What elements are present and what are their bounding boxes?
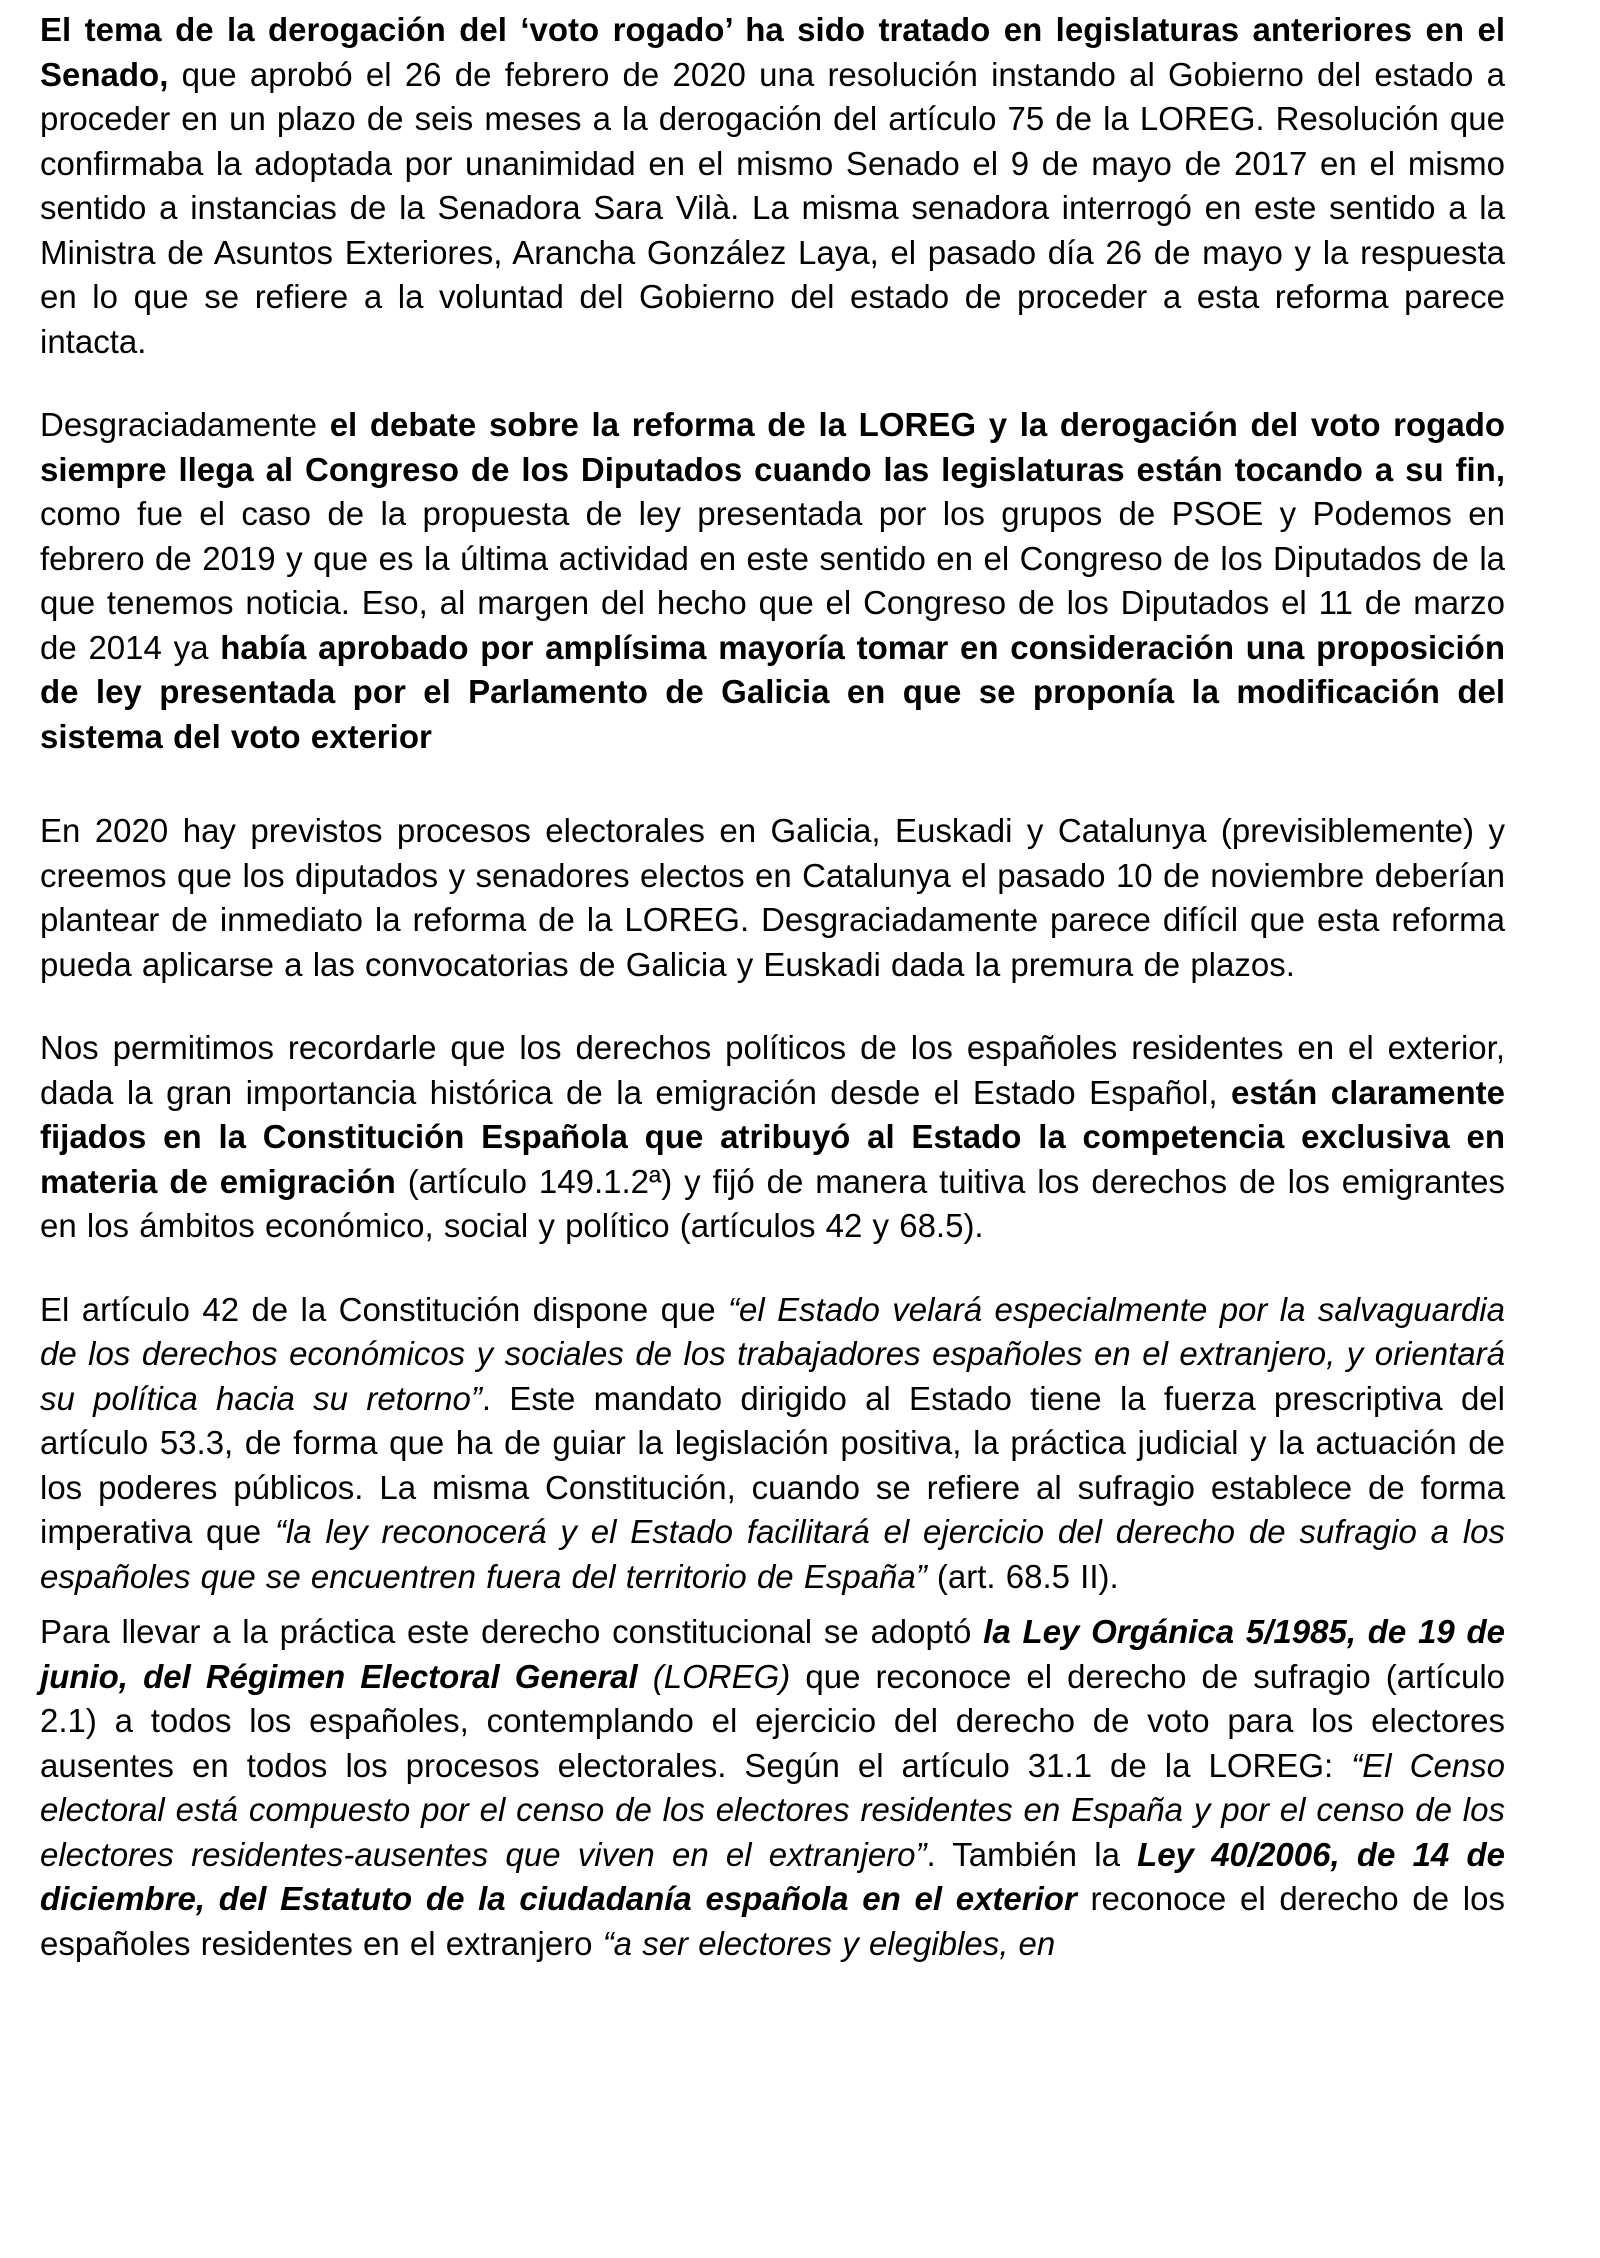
paragraph-3 bbox=[40, 809, 1505, 987]
text-run-normal: El artículo 42 de la Constitución dispone que bbox=[40, 1290, 729, 1328]
text-run-italic: “el Estado velará especialmente por la salvaguardia de los derechos económicos y sociales de los trabajadores españoles en el extranjero, y orientará su política hacia su retorno” bbox=[40, 1290, 1505, 1417]
paragraph-1 bbox=[40, 8, 1505, 364]
text-run-normal: Desgraciadamente bbox=[40, 406, 330, 443]
text-run-normal: Nos permitimos recordarle que los derechos políticos de los españoles residentes en el exterior, dada la gran importancia histórica de la emigración desde el Estado Español, bbox=[40, 1029, 1505, 1111]
paragraph-2 bbox=[40, 403, 1505, 759]
paragraph-4 bbox=[40, 1026, 1505, 1249]
text-run-normal: (artículo 149.1.2ª) y fijó de manera tuitiva los derechos de los emigrantes en los ámbitos económico, social y político (artículos 42 y 68.5). bbox=[40, 1162, 1506, 1244]
text-run-bold-italic: Ley 40/2006, de 14 de diciembre, del Estatuto de la ciudadanía española en el exterior bbox=[40, 1835, 1506, 1917]
text-run-bold: El tema de la derogación del ‘voto rogado’ ha sido tratado en legislaturas anteriores en el Senado, bbox=[40, 11, 1505, 93]
text-run-normal: que aprobó el 26 de febrero de 2020 una resolución instando al Gobierno del estado a proceder en un plazo de seis meses a la derogación del artículo 75 de la LOREG. Resolución que confirmaba la adoptada por unanimidad en el mismo Senado el 9 de mayo de 2017 en el mismo sentido a instancias de la Senadora Sara Vilà. La misma senadora interrogó en este sentido a la Ministra de Asuntos Exteriores, Arancha González Laya, el pasado día 26 de mayo y la respuesta en lo que se refiere a la voluntad del Gobierno del estado de proceder a esta reforma parece intacta. bbox=[40, 55, 1505, 360]
text-run-italic: (LOREG) bbox=[652, 1657, 791, 1695]
text-run-normal: (art. 68.5 II). bbox=[926, 1557, 1119, 1595]
text-run-normal: En 2020 hay previstos procesos electorales en Galicia, Euskadi y Catalunya (previsiblemente) y creemos que los diputados y senadores electos en Catalunya el pasado 10 de noviembre deberían plantear de inmediato la reforma de la LOREG. Desgraciadamente parece difícil que esta reforma pueda aplicarse a las convocatorias de Galicia y Euskadi dada la premura de plazos. bbox=[40, 812, 1505, 983]
text-run-normal: reconoce el derecho de los españoles residentes en el extranjero bbox=[40, 1880, 1505, 1962]
text-run-bold: había aprobado por amplísima mayoría tomar en consideración una proposición de ley presentada por el Parlamento de Galicia en que se proponía la modificación del sistema del voto exterior bbox=[40, 628, 1505, 755]
text-run-normal: . También la bbox=[926, 1835, 1138, 1873]
text-run-italic: “la ley reconocerá y el Estado facilitará el ejercicio del derecho de sufragio a los españoles que se encuentren fuera del territorio de España” bbox=[40, 1513, 1506, 1595]
text-run-bold-italic: la Ley Orgánica 5/1985, de 19 de junio, del Régimen Electoral General bbox=[40, 1613, 1506, 1695]
text-run-normal: . Este mandato dirigido al Estado tiene la fuerza prescriptiva del artículo 53.3, de forma que ha de guiar la legislación positiva, la práctica judicial y la actuación de los poderes públicos. La misma Constitución, cuando se refiere al sufragio establece de forma imperativa que bbox=[40, 1379, 1505, 1550]
text-run-bold: están claramente fijados en la Constitución Española que atribuyó al Estado la competencia exclusiva en materia de emigración bbox=[40, 1073, 1505, 1200]
text-run-normal: que reconoce el derecho de sufragio (artículo 2.1) a todos los españoles, contemplando el ejercicio del derecho de voto para los electores ausentes en todos los procesos electorales. Según el artículo 31.1 de la LOREG: bbox=[40, 1657, 1506, 1784]
text-run-bold: el debate sobre la reforma de la LOREG y la derogación del voto rogado siempre llega al Congreso de los Diputados cuando las legislaturas están tocando a su fin, bbox=[40, 406, 1506, 488]
paragraph-5 bbox=[40, 1288, 1505, 1600]
text-run-normal: Para llevar a la práctica este derecho constitucional se adoptó bbox=[40, 1613, 984, 1650]
text-run-italic: “El Censo electoral está compuesto por el censo de los electores residentes en España y por el censo de los electores residentes-ausentes que viven en el extranjero” bbox=[40, 1746, 1506, 1873]
text-run-normal: como fue el caso de la propuesta de ley presentada por los grupos de PSOE y Podemos en febrero de 2019 y que es la última actividad en este sentido en el Congreso de los Diputados de la que tenemos noticia. Eso, al margen del hecho que el Congreso de los Diputados el 11 de marzo de 2014 ya bbox=[40, 495, 1505, 666]
text-run-italic: “a ser electores y elegibles, en bbox=[602, 1924, 1056, 1962]
paragraph-6 bbox=[40, 1610, 1505, 1966]
document-body bbox=[40, 8, 1505, 1966]
